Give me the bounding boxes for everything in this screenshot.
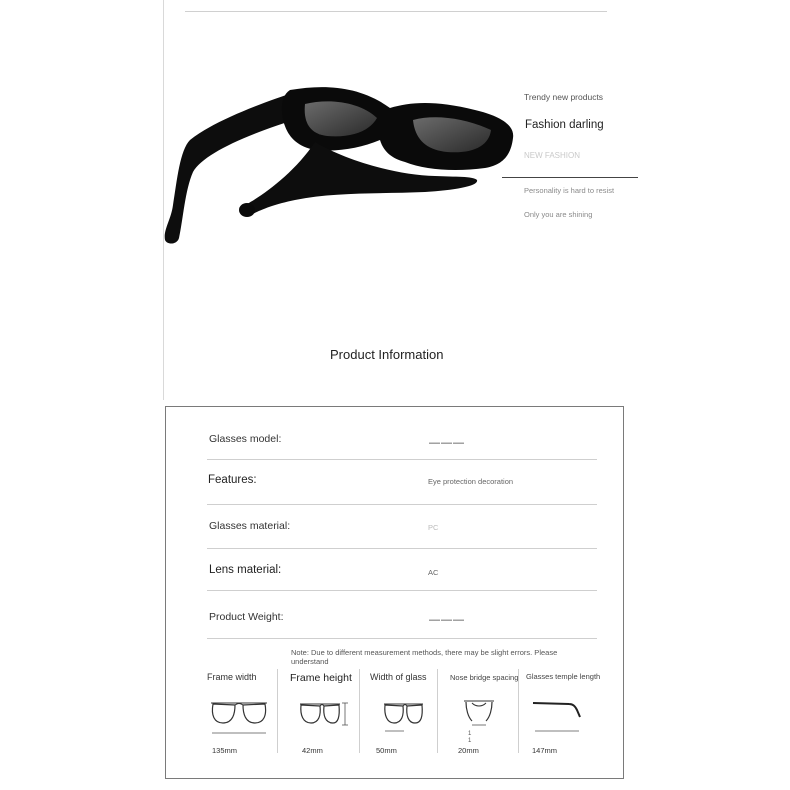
promo-line-1: Trendy new products	[524, 92, 604, 102]
row-label-model: Glasses model:	[209, 433, 282, 445]
sunglasses-image	[155, 80, 515, 250]
top-divider	[185, 11, 607, 12]
row-separator	[207, 459, 597, 460]
dim-separator	[359, 669, 360, 753]
svg-text:1: 1	[468, 738, 472, 743]
dim-separator	[437, 669, 438, 753]
dim-value-frame-height: 42mm	[302, 746, 323, 755]
nose-bridge-icon	[462, 695, 496, 743]
dim-label-glass-width: Width of glass	[370, 672, 427, 682]
frame-height-icon	[298, 695, 348, 735]
dim-value-temple-length: 147mm	[532, 746, 558, 755]
dim-separator	[518, 669, 519, 753]
promo-line-5: Only you are shining	[524, 210, 593, 219]
dim-separator	[277, 669, 278, 753]
frame-width-icon	[208, 695, 270, 735]
promo-divider	[502, 177, 638, 178]
promo-line-3: NEW FASHION	[524, 151, 581, 160]
glass-width-icon	[381, 695, 431, 735]
row-value-model: ———	[429, 437, 465, 449]
product-info-box	[165, 406, 624, 779]
dim-label-frame-height: Frame height	[290, 672, 352, 684]
dim-label-nose-bridge: Nose bridge spacing	[450, 673, 519, 682]
measurement-note: Note: Due to different measurement methods, there may be slight errors. Please understand	[291, 648, 558, 666]
row-separator	[207, 590, 597, 591]
row-label-lens-material: Lens material:	[209, 564, 282, 576]
row-value-glasses-material: PC	[428, 523, 439, 532]
row-value-features: Eye protection decoration	[428, 477, 514, 486]
row-value-lens-material: AC	[428, 568, 439, 577]
temple-length-icon	[531, 695, 583, 735]
svg-text:1: 1	[468, 731, 472, 737]
dim-value-nose-bridge: 20mm	[458, 746, 479, 755]
dim-value-glass-width: 50mm	[376, 746, 397, 755]
row-value-weight: ———	[429, 614, 465, 626]
dim-label-temple-length: Glasses temple length	[526, 672, 601, 681]
row-separator	[207, 638, 597, 639]
dim-label-frame-width: Frame width	[207, 672, 257, 682]
row-label-glasses-material: Glasses material:	[209, 520, 291, 532]
row-separator	[207, 548, 597, 549]
section-title: Product Information	[330, 347, 444, 362]
dim-value-frame-width: 135mm	[212, 746, 238, 755]
row-label-weight: Product Weight:	[209, 611, 284, 623]
promo-line-4: Personality is hard to resist	[524, 186, 615, 195]
row-label-features: Features:	[208, 474, 257, 486]
row-separator	[207, 504, 597, 505]
promo-line-2: Fashion darling	[525, 119, 604, 131]
